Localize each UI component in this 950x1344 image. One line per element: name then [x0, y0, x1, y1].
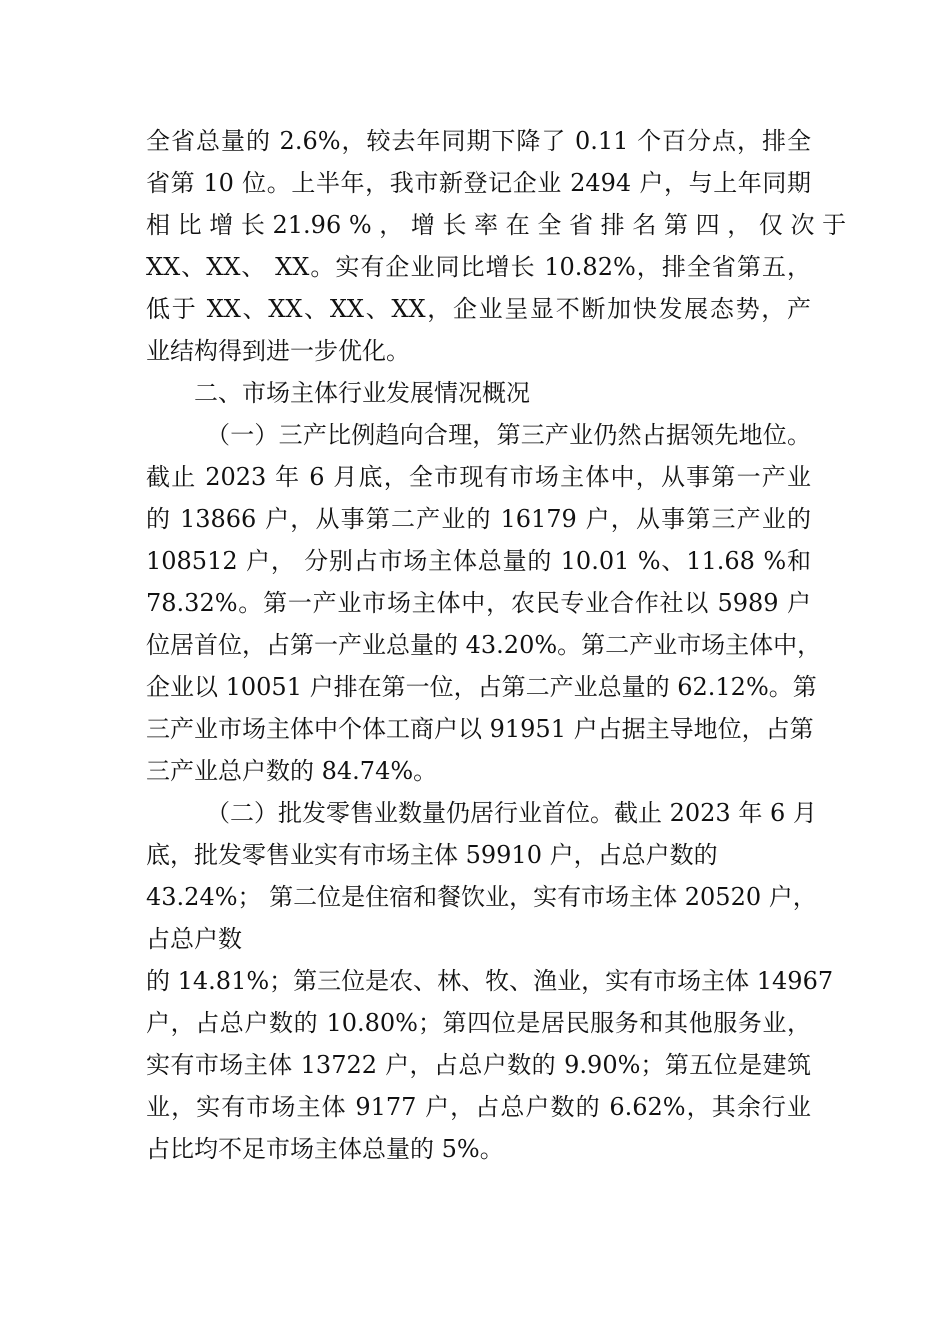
text-line: 的 14.81%；第三位是农、林、牧、渔业，实有市场主体 14967 [146, 967, 834, 995]
text-line: 相 比 增 长 21.96 % ， 增 长 率 在 全 省 排 名 第 四 ， 仅 次 于 [146, 211, 847, 239]
text-line: 78.32%。第一产业市场主体中，农民专业合作社以 5989 户 [146, 589, 811, 617]
text-line: 省第 10 位。上半年，我市新登记企业 2494 户，与上年同期 [146, 169, 811, 197]
text-line: 业结构得到进一步优化。 [146, 337, 410, 365]
text-line: 占比均不足市场主体总量的 5%。 [146, 1135, 504, 1163]
text-line: XX、XX、 XX。实有企业同比增长 10.82%，排全省第五， [146, 253, 811, 281]
text-line: 低于 XX、XX、XX、XX，企业呈显不断加快发展态势，产 [146, 295, 811, 323]
document-body [146, 120, 847, 1170]
subsection-heading: （一）三产比例趋向合理，第三产业仍然占据领先地位。 [206, 421, 811, 449]
text-line: 底，批发零售业实有市场主体 59910 户，占总户数的 [146, 841, 718, 869]
text-line: 占总户数 [146, 925, 242, 953]
subsection-heading: （二）批发零售业数量仍居行业首位。截止 2023 年 6 月 [206, 799, 817, 827]
section-heading: 二、市场主体行业发展情况概况 [194, 379, 530, 407]
text-line: 企业以 10051 户排在第一位，占第二产业总量的 62.12%。第 [146, 673, 817, 701]
text-line: 三产业总户数的 84.74%。 [146, 757, 438, 785]
text-line: 三产业市场主体中个体工商户以 91951 户占据主导地位，占第 [146, 715, 814, 743]
text-line: 43.24%； 第二位是住宿和餐饮业，实有市场主体 20520 户， [146, 883, 817, 911]
text-line: 的 13866 户，从事第二产业的 16179 户，从事第三产业的 [146, 505, 811, 533]
text-line: 截止 2023 年 6 月底，全市现有市场主体中，从事第一产业 [146, 463, 811, 491]
text-line: 业，实有市场主体 9177 户，占总户数的 6.62%，其余行业 [146, 1093, 811, 1121]
text-line: 全省总量的 2.6%，较去年同期下降了 0.11 个百分点，排全 [146, 127, 811, 155]
text-line: 实有市场主体 13722 户，占总户数的 9.90%；第五位是建筑 [146, 1051, 811, 1079]
text-line: 108512 户， 分别占市场主体总量的 10.01 %、11.68 %和 [146, 547, 811, 575]
text-line: 户，占总户数的 10.80%；第四位是居民服务和其他服务业， [146, 1009, 811, 1037]
text-line: 位居首位，占第一产业总量的 43.20%。第二产业市场主体中， [146, 631, 822, 659]
